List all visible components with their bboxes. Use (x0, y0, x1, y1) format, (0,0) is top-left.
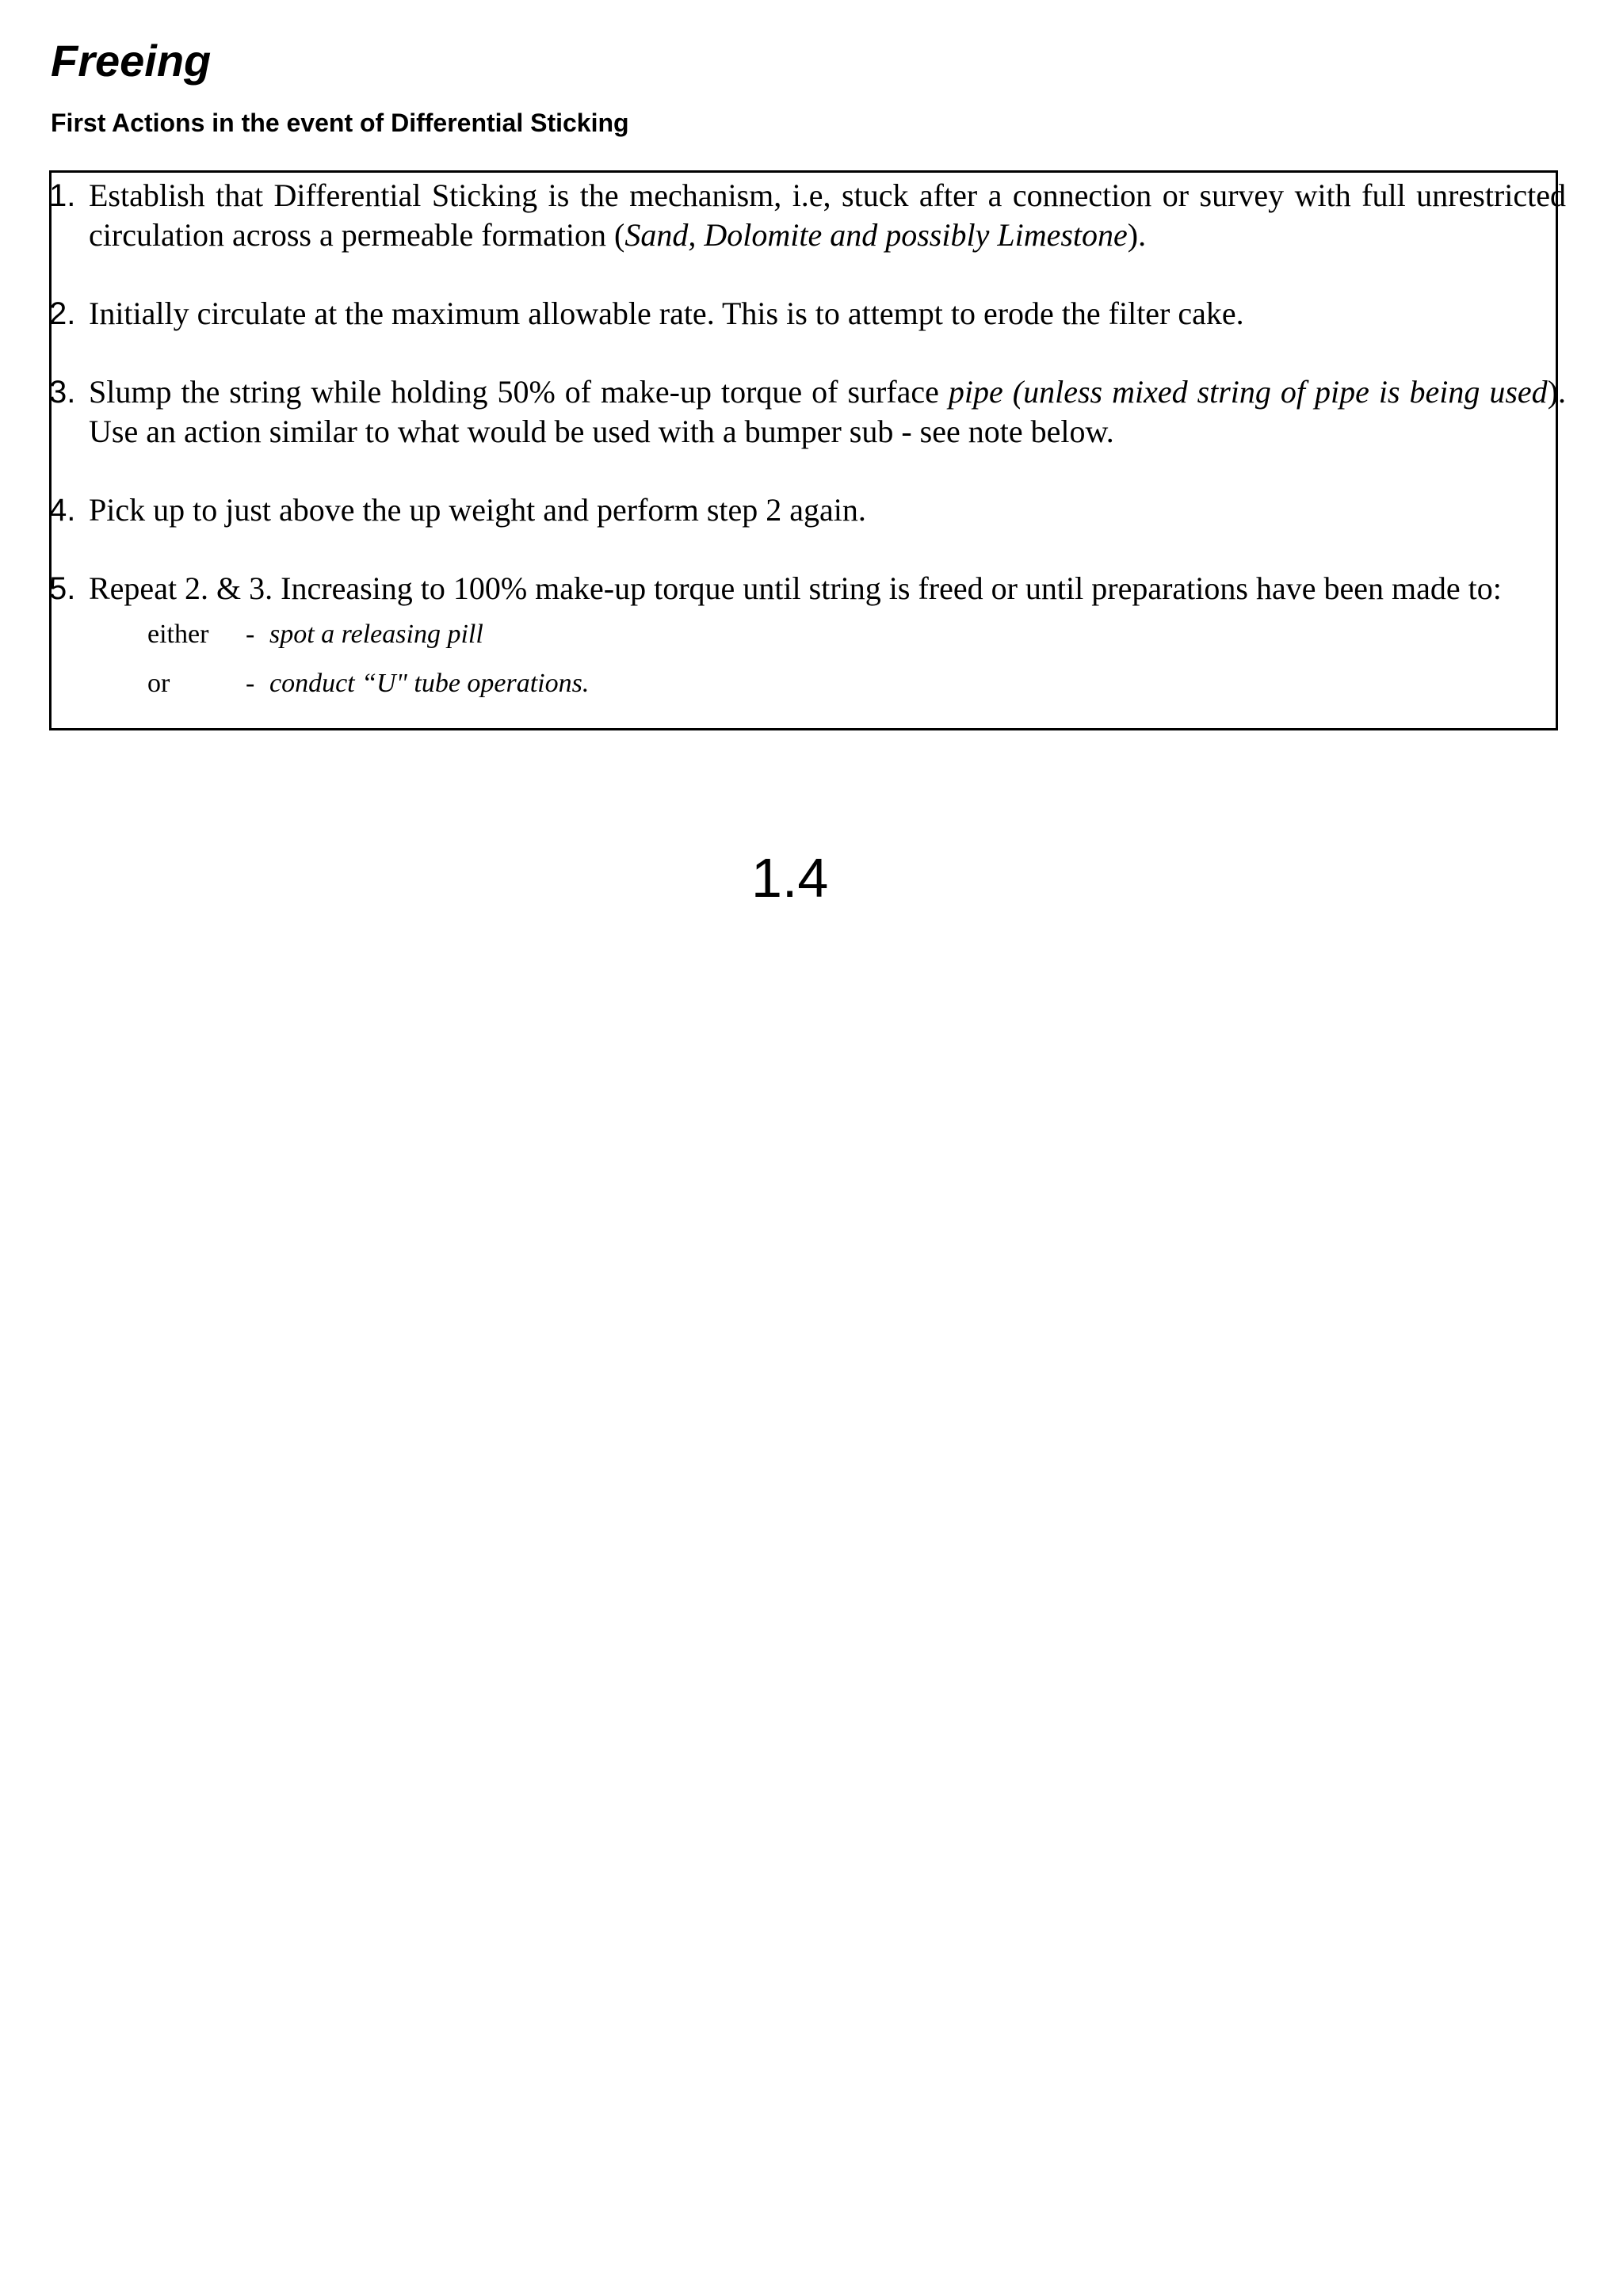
option-separator: - (246, 620, 255, 649)
step-text-italic: Sand, Dolomite and possibly Limestone (624, 217, 1128, 253)
step-text: Slump the string while holding 50% of make-up torque of surface (89, 374, 949, 410)
step-text-end: ). Use an action similar to what would be used with a bumper sub - see note below. (89, 374, 1567, 449)
option-separator: - (246, 669, 255, 698)
step-options (147, 610, 1566, 708)
step-text: Initially circulate at the maximum allowable rate. This is to attempt to erode the filter cake. (89, 296, 1244, 331)
step-text: Pick up to just above the up weight and perform step 2 again. (89, 492, 866, 528)
step-text-italic: pipe (unless mixed string of pipe is being used (948, 374, 1548, 410)
step-number: 1. (49, 178, 76, 213)
step-number: 3. (49, 375, 76, 410)
procedure-step-1 (49, 176, 1566, 255)
option-label: or (147, 669, 170, 698)
procedure-step-5 (49, 569, 1566, 708)
option-text: conduct “U" tube operations. (269, 669, 590, 698)
step-number: 4. (49, 493, 76, 528)
document-subtitle: First Actions in the event of Differential Sticking (51, 109, 629, 137)
procedure-step-2 (49, 294, 1566, 334)
step-text: Repeat 2. & 3. Increasing to 100% make-up torque until string is freed or until preparations have been made to: (89, 570, 1502, 606)
document-title: Freeing (51, 36, 212, 86)
step-option-either (147, 610, 1566, 659)
option-text: spot a releasing pill (269, 620, 483, 649)
step-text: Establish that Differential Sticking is the mechanism, i.e, stuck after a connection or survey with full unrestricted circulation across a permeable formation ( (89, 177, 1566, 253)
step-option-or (147, 659, 1566, 708)
procedure-step-3 (49, 372, 1566, 452)
step-text-end: ). (1127, 217, 1147, 253)
option-label: either (147, 620, 209, 649)
step-number: 5. (49, 571, 76, 606)
procedure-steps (49, 176, 1566, 708)
page-number: 1.4 (751, 847, 829, 909)
procedure-step-4 (49, 490, 1566, 530)
step-number: 2. (49, 296, 76, 331)
